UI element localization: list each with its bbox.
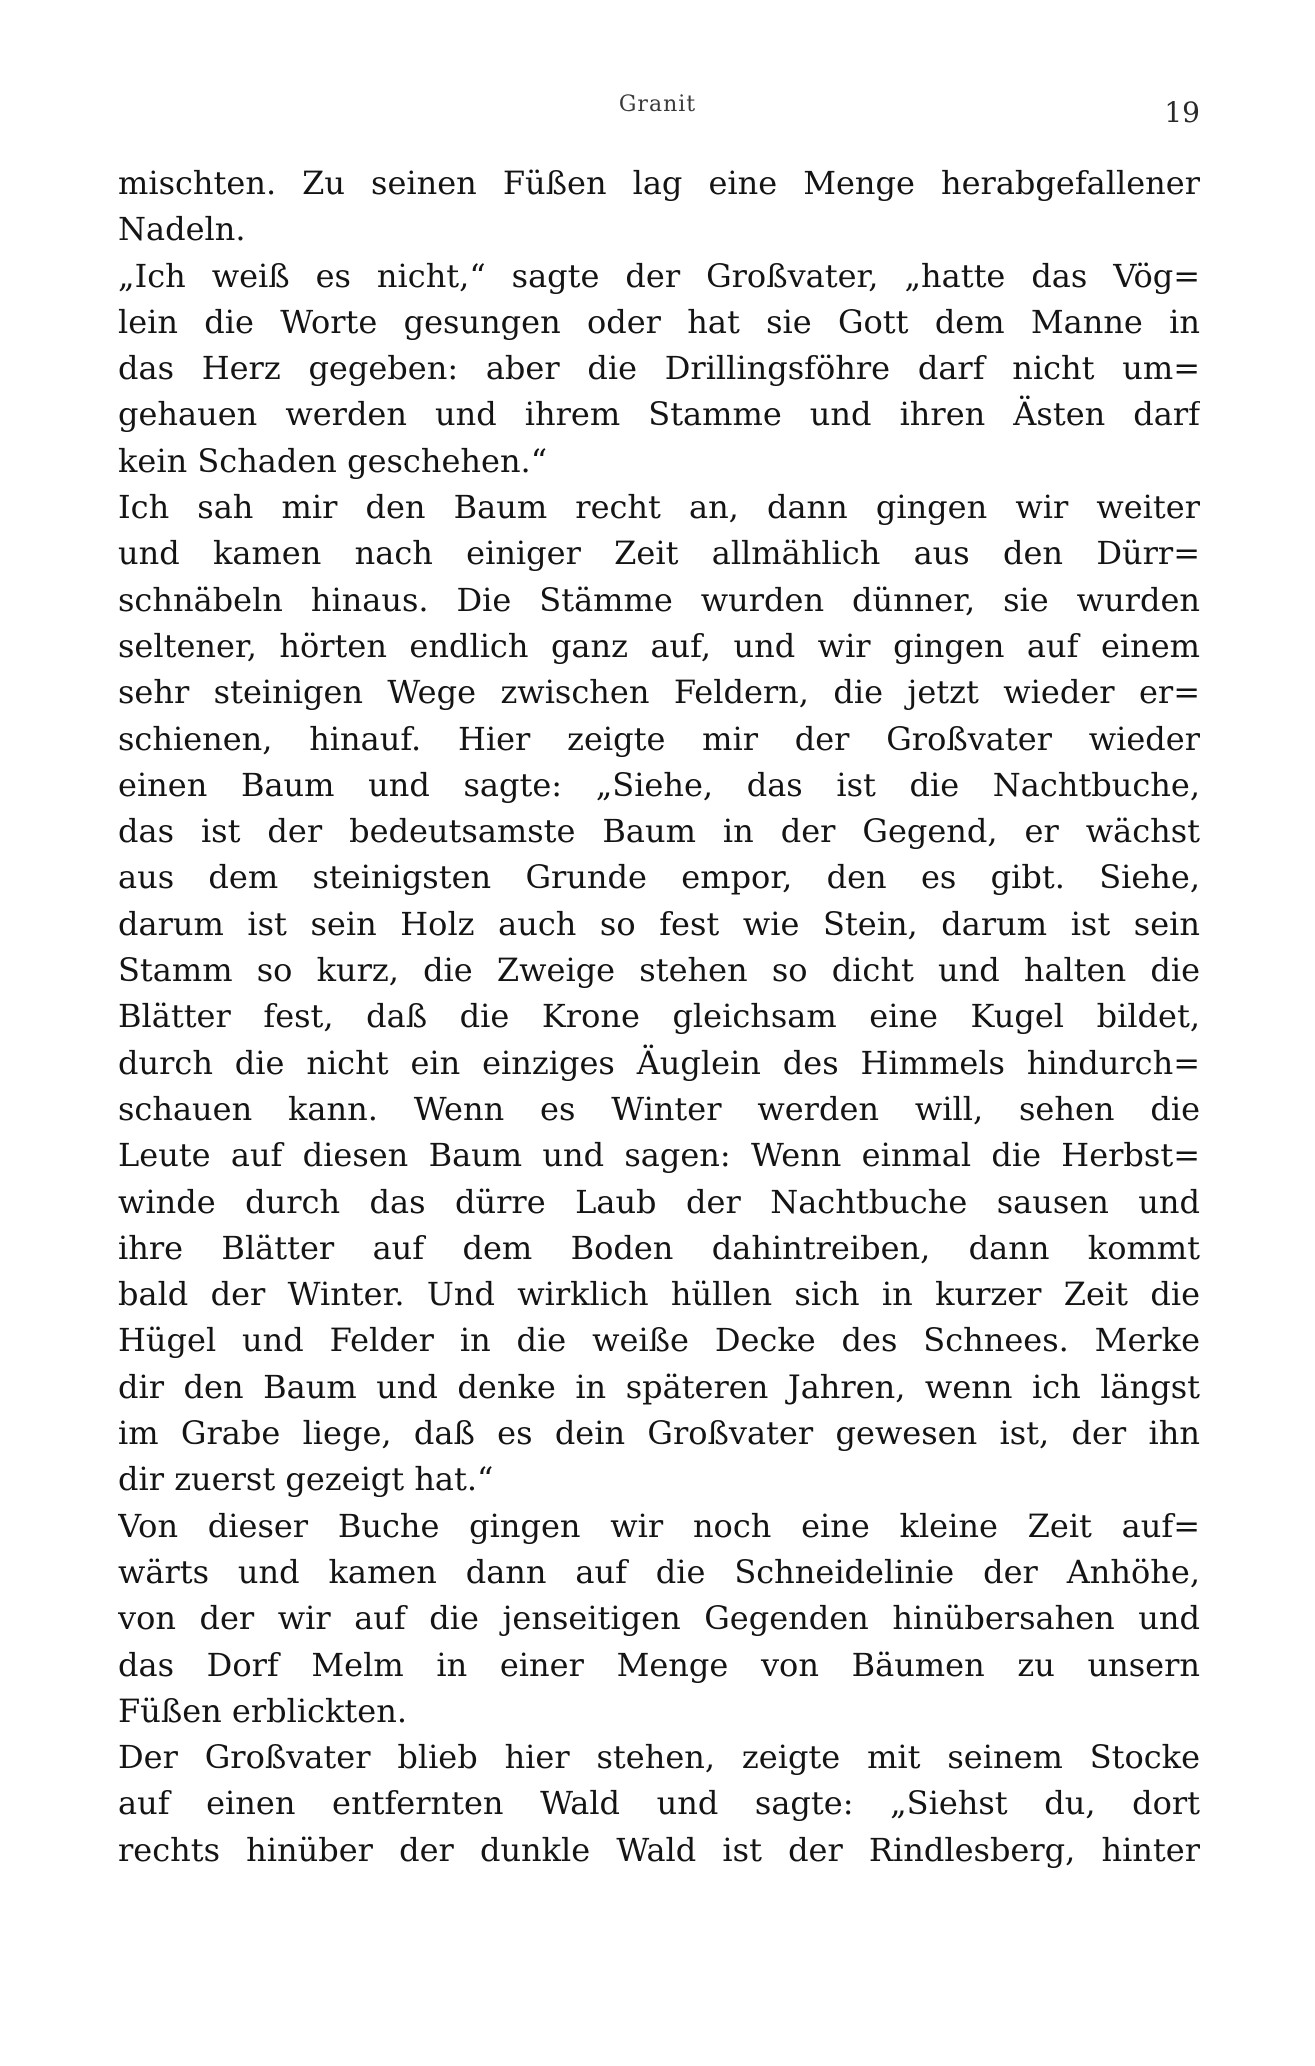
text-line: Nadeln. [118, 210, 246, 249]
text-line: gehauen werden und ihrem Stamme und ihren Ästen darf [118, 395, 1200, 434]
text-line: und kamen nach einiger Zeit allmählich aus den Dürr= [118, 534, 1200, 573]
text-line: Ich sah mir den Baum recht an, dann gingen wir weiter [118, 488, 1200, 527]
text-line: durch die nicht ein einziges Äuglein des Himmels hindurch= [118, 1043, 1200, 1082]
text-line: winde durch das dürre Laub der Nachtbuche sausen und [118, 1182, 1200, 1221]
text-line: seltener, hörten endlich ganz auf, und wir gingen auf einem [118, 626, 1200, 665]
text-line: das Herz gegeben: aber die Drillingsföhre darf nicht um= [118, 349, 1200, 388]
text-line: Stamm so kurz, die Zweige stehen so dicht und halten die [118, 951, 1200, 990]
text-line: ihre Blätter auf dem Boden dahintreiben, dann kommt [118, 1228, 1200, 1267]
text-line: kein Schaden geschehen.“ [118, 441, 548, 480]
text-line: das Dorf Melm in einer Menge von Bäumen zu unsern [118, 1645, 1200, 1684]
text-line: Leute auf diesen Baum und sagen: Wenn einmal die Herbst= [118, 1136, 1200, 1175]
text-line: Von dieser Buche gingen wir noch eine kleine Zeit auf= [118, 1506, 1200, 1545]
text-line: schienen, hinauf. Hier zeigte mir der Großvater wieder [118, 719, 1200, 758]
text-line: schauen kann. Wenn es Winter werden will, sehen die [118, 1089, 1200, 1128]
text-line: schnäbeln hinaus. Die Stämme wurden dünner, sie wurden [118, 580, 1200, 619]
text-line: aus dem steinigsten Grunde empor, den es gibt. Siehe, [118, 858, 1200, 897]
text-line: Blätter fest, daß die Krone gleichsam eine Kugel bildet, [118, 997, 1200, 1036]
text-line: lein die Worte gesungen oder hat sie Gott dem Manne in [118, 302, 1200, 341]
text-line: Der Großvater blieb hier stehen, zeigte mit seinem Stocke [118, 1738, 1200, 1777]
text-line: „Ich weiß es nicht,“ sagte der Großvater, „hatte das Vög= [118, 256, 1200, 295]
text-line: Füßen erblickten. [118, 1691, 407, 1730]
text-line: sehr steinigen Wege zwischen Feldern, die jetzt wieder er= [118, 673, 1200, 712]
text-line: darum ist sein Holz auch so fest wie Stein, darum ist sein [118, 904, 1200, 943]
page-number: 19 [1164, 96, 1200, 129]
text-line: von der wir auf die jenseitigen Gegenden hinübersahen und [118, 1599, 1200, 1638]
text-line: bald der Winter. Und wirklich hüllen sich in kurzer Zeit die [118, 1275, 1200, 1314]
text-line: im Grabe liege, daß es dein Großvater gewesen ist, der ihn [118, 1414, 1200, 1453]
text-line: auf einen entfernten Wald und sagte: „Siehst du, dort [118, 1784, 1200, 1823]
running-title: Granit [618, 92, 697, 117]
text-line: dir den Baum und denke in späteren Jahren, wenn ich längst [118, 1367, 1200, 1406]
text-line: das ist der bedeutsamste Baum in der Gegend, er wächst [118, 812, 1200, 851]
text-line: einen Baum und sagte: „Siehe, das ist die Nachtbuche, [118, 765, 1200, 804]
text-line: rechts hinüber der dunkle Wald ist der Rindlesberg, hinter [118, 1830, 1200, 1869]
text-line: mischten. Zu seinen Füßen lag eine Menge herabgefallener [118, 164, 1200, 202]
body-text [118, 160, 1200, 1873]
text-line: dir zuerst gezeigt hat.“ [118, 1460, 494, 1499]
text-line: wärts und kamen dann auf die Schneidelinie der Anhöhe, [118, 1552, 1200, 1591]
text-line: Hügel und Felder in die weiße Decke des Schnees. Merke [118, 1321, 1200, 1360]
